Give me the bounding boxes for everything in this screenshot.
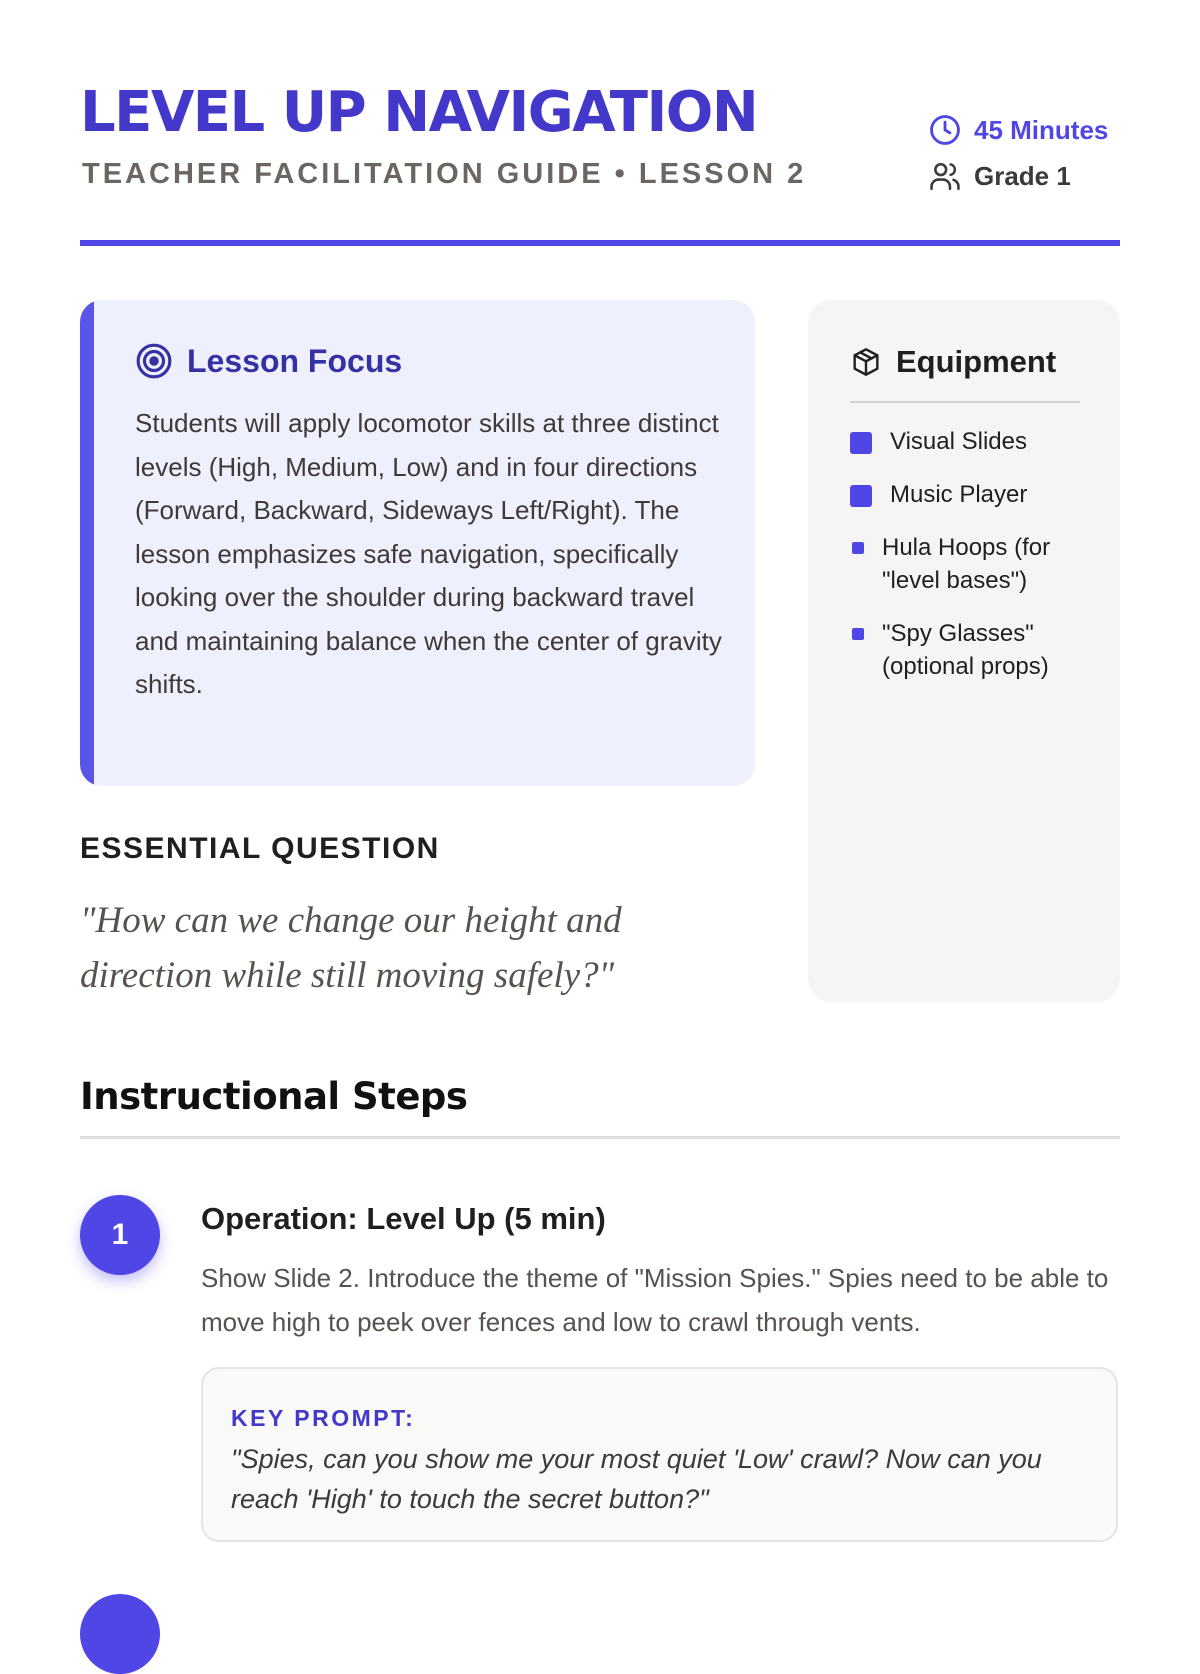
equipment-item-label: Hula Hoops (for "level bases"): [882, 534, 1051, 594]
lesson-meta: [928, 112, 1128, 204]
duration-label: 45 Minutes: [974, 114, 1109, 145]
users-icon: [928, 159, 962, 193]
list-item: [850, 478, 1090, 511]
steps-divider: [80, 1136, 1120, 1139]
equipment-heading: [850, 344, 1056, 380]
bullet-icon: [852, 542, 864, 554]
equipment-divider: [850, 401, 1080, 403]
list-item: [850, 425, 1090, 458]
equipment-card: [808, 300, 1120, 1002]
header-divider: [80, 240, 1120, 246]
clock-icon: [928, 113, 962, 147]
focus-title: Lesson Focus: [187, 342, 403, 379]
header: [80, 80, 1120, 230]
list-item: [850, 531, 1090, 597]
focus-accent-bar: [80, 300, 94, 786]
key-prompt-box: [201, 1367, 1118, 1542]
box-icon: [850, 346, 882, 378]
lesson-focus-card: [80, 300, 755, 786]
equipment-title: Equipment: [896, 344, 1057, 379]
page-title: LEVEL UP NAVIGATION: [80, 80, 758, 145]
bullet-icon: [850, 485, 872, 507]
next-step-badge: [80, 1594, 160, 1674]
steps-heading: Instructional Steps: [80, 1075, 468, 1118]
step-description: Show Slide 2. Introduce the theme of "Mission Spies." Spies need to be able to move high to peek over fences and low to crawl through vents.: [201, 1263, 1109, 1337]
page-subtitle: TEACHER FACILITATION GUIDE • LESSON 2: [82, 158, 807, 190]
key-prompt-label: KEY PROMPT:: [231, 1405, 416, 1431]
essential-question-label: ESSENTIAL QUESTION: [80, 832, 440, 865]
duration-row: [928, 112, 1128, 148]
bullet-icon: [850, 432, 872, 454]
equipment-item-label: Music Player: [890, 481, 1028, 508]
equipment-list: [850, 425, 1090, 703]
bullet-icon: [852, 628, 864, 640]
step-number-badge: 1: [80, 1195, 160, 1275]
grade-row: [928, 158, 1128, 194]
target-icon: [135, 342, 173, 380]
lesson-guide-page: [80, 0, 1120, 1600]
equipment-item-label: Visual Slides: [890, 428, 1027, 455]
grade-label: Grade 1: [974, 160, 1071, 191]
essential-question-text: "How can we change our height and direction while still moving safely?": [80, 900, 622, 996]
equipment-item-label: "Spy Glasses" (optional props): [882, 620, 1049, 680]
list-item: [850, 617, 1090, 683]
step-title: Operation: Level Up (5 min): [201, 1201, 606, 1236]
focus-description: Students will apply locomotor skills at three distinct levels (High, Medium, Low) and in four directions (Forward, Backward, Sideways Left/Right). The lesson emphasizes safe navigation, specifically looking over the shoulder during backward travel and maintaining balance when the center of gravity shifts.: [135, 408, 722, 699]
focus-heading: [135, 342, 402, 380]
key-prompt-text: "Spies, can you show me your most quiet 'Low' crawl? Now can you reach 'High' to touch the secret button?": [231, 1444, 1042, 1514]
